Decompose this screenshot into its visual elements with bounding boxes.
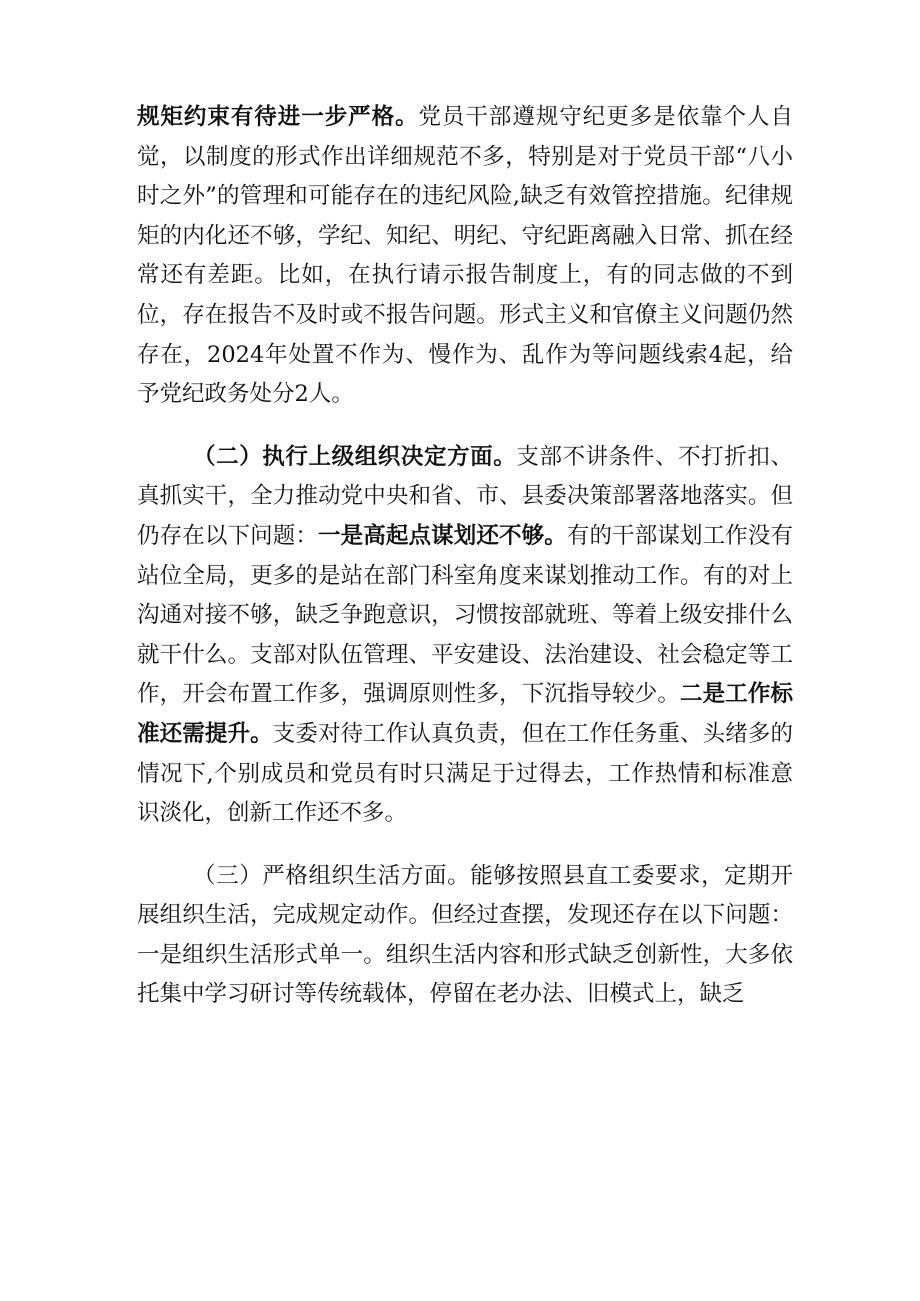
document-body (137, 98, 793, 1015)
paragraph-section-two (137, 438, 793, 834)
point-heading: 一是高起点谋划还不够。 (318, 522, 567, 549)
point-heading: 二是工作标准还需提升。 (137, 681, 793, 747)
section-heading: （二）执行上级组织决定方面。 (193, 443, 517, 470)
paragraph-text: 党员干部遵规守纪更多是依靠个人自觉，以制度的形式作出详细规范不多，特别是对于党员干部“八小时之外”的管理和可能存在的违纪风险,缺乏有效管控措施。纪律规矩的内化还不够，学纪、知纪、明纪、守纪距离融入日常、抓在经常还有差距。比如，在执行请示报告制度上，有的同志做的不到位，存在报告不及时或不报告问题。形式主义和官僚主义问题仍然存在，2024年处置不作为、慢作为、乱作为等问题线索4起，给予党纪政务处分2人。 (137, 104, 793, 408)
paragraph-text: （三）严格组织生活方面。能够按照县直工委要求，定期开展组织生活，完成规定动作。但经过查摆，发现还存在以下问题：一是组织生活形式单一。组织生活内容和形式缺乏创新性，大多依托集中学习研讨等传统载体，停留在老办法、旧模式上，缺乏 (137, 862, 793, 1008)
paragraph-heading: 规矩约束有待进一步严格。 (137, 104, 419, 130)
paragraph-text: 支委对待工作认真负责，但在工作任务重、头绪多的情况下,个别成员和党员有时只满足于过得去，工作热情和标准意识淡化，创新工作还不多。 (137, 720, 793, 827)
paragraph-text: 有的干部谋划工作没有站位全局，更多的是站在部门科室角度来谋划推动工作。有的对上沟通对接不够，缺乏争跑意识，习惯按部就班、等着上级安排什么就干什么。支部对队伍管理、平安建设、法治建设、社会稳定等工作，开会布置工作多，强调原则性多，下沉指导较少。 (137, 522, 793, 708)
paragraph-section-three (137, 857, 793, 1015)
paragraph-text: 支部不讲条件、不打折扣、真抓实干，全力推动党中央和省、市、县委决策部署落地落实。但仍存在以下问题： (137, 443, 793, 549)
paragraph-rules-discipline (137, 98, 793, 415)
